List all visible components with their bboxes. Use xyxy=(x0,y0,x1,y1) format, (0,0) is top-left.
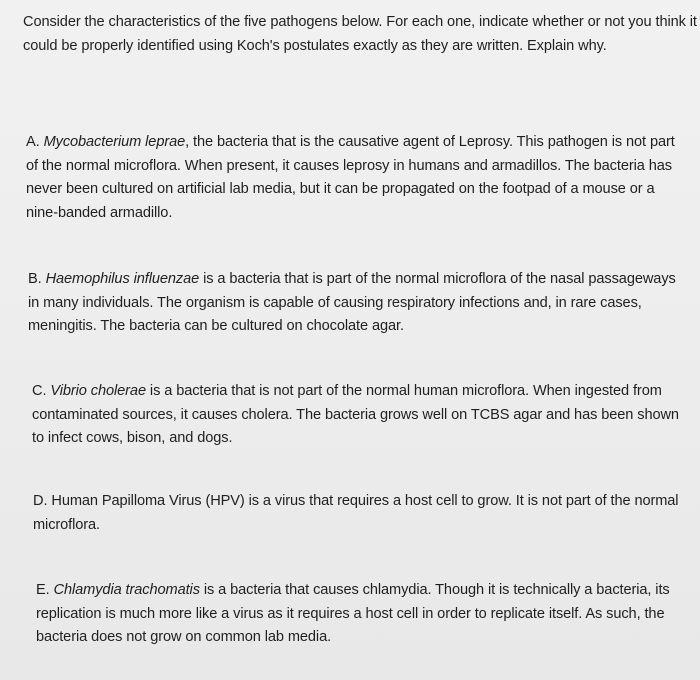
item-description: is a bacteria that causes chlamydia. Though it is technically a bacteria, its replication is much more like a virus as it requires a host cell in order to replicate itself. As such, the bacteria does not grow on common lab media. xyxy=(36,582,670,645)
pathogen-item-c xyxy=(32,380,692,451)
item-letter: D. xyxy=(33,493,48,509)
item-description: is a bacteria that is not part of the normal human microflora. When ingested from contaminated sources, it causes cholera. The bacteria grows well on TCBS agar and has been shown to infect cows, bison, and dogs. xyxy=(32,383,679,446)
organism-name: Mycobacterium leprae xyxy=(43,134,186,150)
pathogen-item-e xyxy=(36,579,686,650)
item-description: is a bacteria that is part of the normal microflora of the nasal passageways in many individuals. The organism is capable of causing respiratory infections and, in rare cases, meningitis. The bacteria can be cultured on chocolate agar. xyxy=(28,271,676,334)
item-letter: C. xyxy=(32,383,47,399)
pathogen-item-a xyxy=(26,131,690,225)
item-description: , the bacteria that is the causative agent of Leprosy. This pathogen is not part of the normal microflora. When present, it causes leprosy in humans and armadillos. The bacteria has never been cultured on artificial lab media, but it can be propagated on the footpad of a mouse or a nine-banded armadillo. xyxy=(26,134,675,221)
question-intro: Consider the characteristics of the five pathogens below. For each one, indicate whether or not you think it could be properly identified using Koch's postulates exactly as they are written. Explain why. xyxy=(23,14,697,54)
item-letter: A. xyxy=(26,134,40,150)
item-letter: B. xyxy=(28,271,42,287)
organism-name: Chlamydia trachomatis xyxy=(53,582,200,598)
organism-name: Haemophilus influenzae xyxy=(45,271,200,287)
organism-name: Vibrio cholerae xyxy=(50,383,146,399)
organism-name: Human Papilloma Virus (HPV) xyxy=(51,493,245,509)
item-letter: E. xyxy=(36,582,50,598)
pathogen-item-b xyxy=(28,268,690,339)
item-description: is a virus that requires a host cell to grow. It is not part of the normal microflora. xyxy=(33,493,679,533)
pathogen-item-d xyxy=(33,490,683,537)
